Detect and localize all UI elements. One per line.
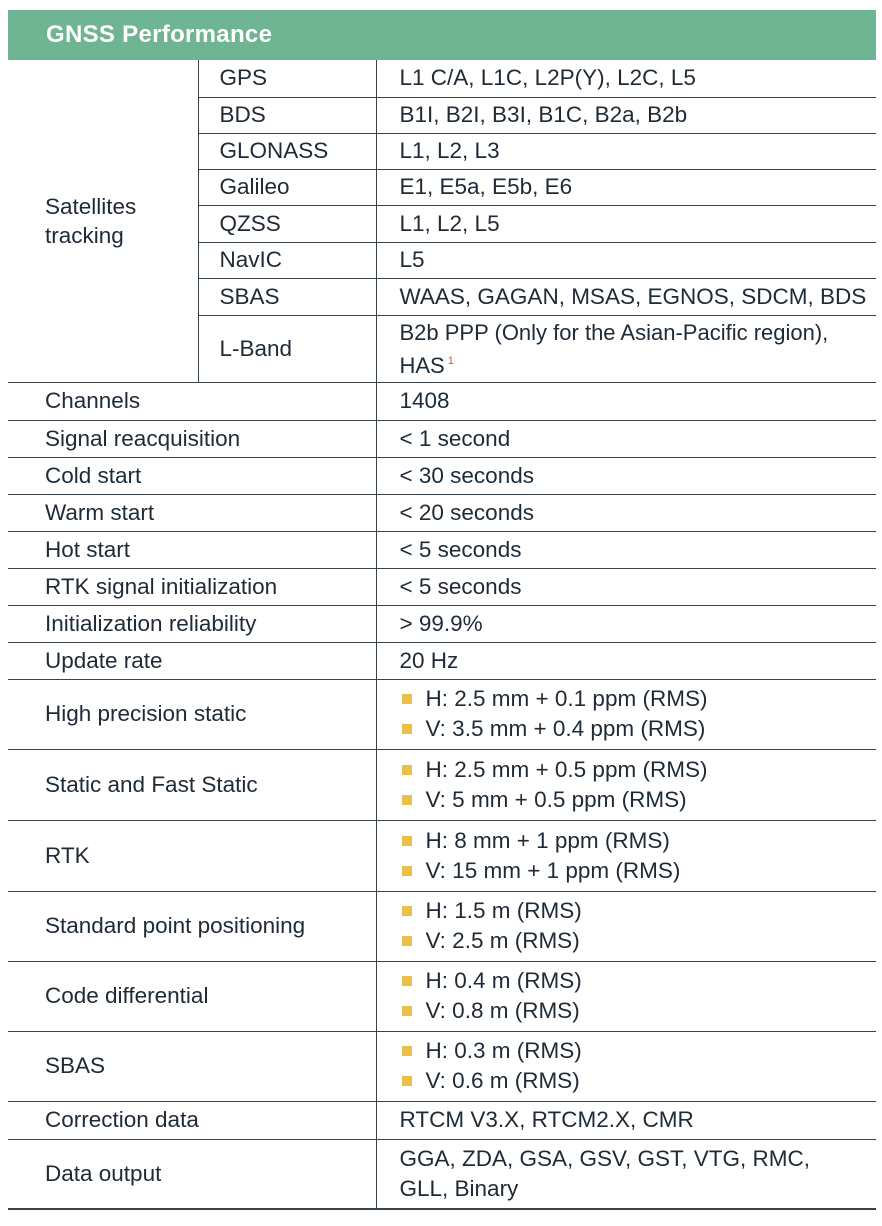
accuracy-label: RTK: [8, 820, 376, 891]
spec-label: Signal reacquisition: [8, 420, 376, 457]
data-output-label: Data output: [8, 1139, 376, 1209]
accuracy-label: High precision static: [8, 679, 376, 749]
signals-gps: L1 C/A, L1C, L2P(Y), L2C, L5: [376, 60, 876, 97]
spec-value: < 20 seconds: [376, 494, 876, 531]
signals-sbas: WAAS, GAGAN, MSAS, EGNOS, SDCM, BDS: [376, 278, 876, 315]
spec-label: Warm start: [8, 494, 376, 531]
lband-line2: HAS: [399, 352, 445, 378]
horizontal-accuracy: H: 2.5 mm + 0.1 ppm (RMS): [400, 684, 877, 714]
accuracy-label: Static and Fast Static: [8, 749, 376, 820]
horizontal-accuracy: H: 0.4 m (RMS): [400, 966, 877, 996]
spec-value: < 5 seconds: [376, 531, 876, 568]
correction-data-label: Correction data: [8, 1101, 376, 1139]
satellites-tracking-label: Satellites tracking: [8, 60, 198, 382]
system-sbas: SBAS: [198, 278, 376, 315]
spec-label: RTK signal initialization: [8, 568, 376, 605]
horizontal-accuracy: H: 0.3 m (RMS): [400, 1036, 877, 1066]
lband-line1: B2b PPP (Only for the Asian-Pacific region),: [399, 319, 829, 345]
correction-data-value: RTCM V3.X, RTCM2.X, CMR: [376, 1101, 876, 1139]
table-header: GNSS Performance: [8, 10, 876, 60]
horizontal-accuracy: H: 1.5 m (RMS): [400, 896, 877, 926]
spec-label: Cold start: [8, 457, 376, 494]
vertical-accuracy: V: 5 mm + 0.5 ppm (RMS): [400, 785, 877, 815]
accuracy-value: [376, 749, 876, 820]
signals-qzss: L1, L2, L5: [376, 205, 876, 242]
spec-value: < 1 second: [376, 420, 876, 457]
signals-galileo: E1, E5a, E5b, E6: [376, 169, 876, 205]
data-output-line2: GLL, Binary: [399, 1175, 519, 1201]
accuracy-label: Standard point positioning: [8, 891, 376, 961]
spec-value: < 30 seconds: [376, 457, 876, 494]
spec-value: 1408: [376, 382, 876, 420]
signals-bds: B1I, B2I, B3I, B1C, B2a, B2b: [376, 97, 876, 133]
accuracy-value: [376, 961, 876, 1031]
vertical-accuracy: V: 0.6 m (RMS): [400, 1066, 877, 1096]
system-glonass: GLONASS: [198, 133, 376, 169]
spec-value: < 5 seconds: [376, 568, 876, 605]
data-output-value: [376, 1139, 876, 1209]
vertical-accuracy: V: 0.8 m (RMS): [400, 996, 877, 1026]
accuracy-value: [376, 891, 876, 961]
spec-label: Channels: [8, 382, 376, 420]
spec-label: Initialization reliability: [8, 605, 376, 642]
horizontal-accuracy: H: 2.5 mm + 0.5 ppm (RMS): [400, 755, 877, 785]
horizontal-accuracy: H: 8 mm + 1 ppm (RMS): [400, 826, 877, 856]
accuracy-label: Code differential: [8, 961, 376, 1031]
accuracy-value: [376, 679, 876, 749]
spec-value: > 99.9%: [376, 605, 876, 642]
vertical-accuracy: V: 3.5 mm + 0.4 ppm (RMS): [400, 714, 877, 744]
accuracy-value: [376, 1031, 876, 1101]
system-qzss: QZSS: [198, 205, 376, 242]
data-output-line1: GGA, ZDA, GSA, GSV, GST, VTG, RMC,: [399, 1145, 810, 1171]
vertical-accuracy: V: 15 mm + 1 ppm (RMS): [400, 856, 877, 886]
signals-glonass: L1, L2, L3: [376, 133, 876, 169]
system-gps: GPS: [198, 60, 376, 97]
system-galileo: Galileo: [198, 169, 376, 205]
signals-lband: [376, 315, 876, 382]
system-lband: L-Band: [198, 315, 376, 382]
footnote-marker: 1: [447, 354, 454, 367]
gnss-performance-table: [8, 10, 876, 1210]
accuracy-label: SBAS: [8, 1031, 376, 1101]
accuracy-value: [376, 820, 876, 891]
spec-label: Update rate: [8, 642, 376, 679]
signals-navic: L5: [376, 242, 876, 278]
system-navic: NavIC: [198, 242, 376, 278]
vertical-accuracy: V: 2.5 m (RMS): [400, 926, 877, 956]
spec-label: Hot start: [8, 531, 376, 568]
spec-value: 20 Hz: [376, 642, 876, 679]
system-bds: BDS: [198, 97, 376, 133]
